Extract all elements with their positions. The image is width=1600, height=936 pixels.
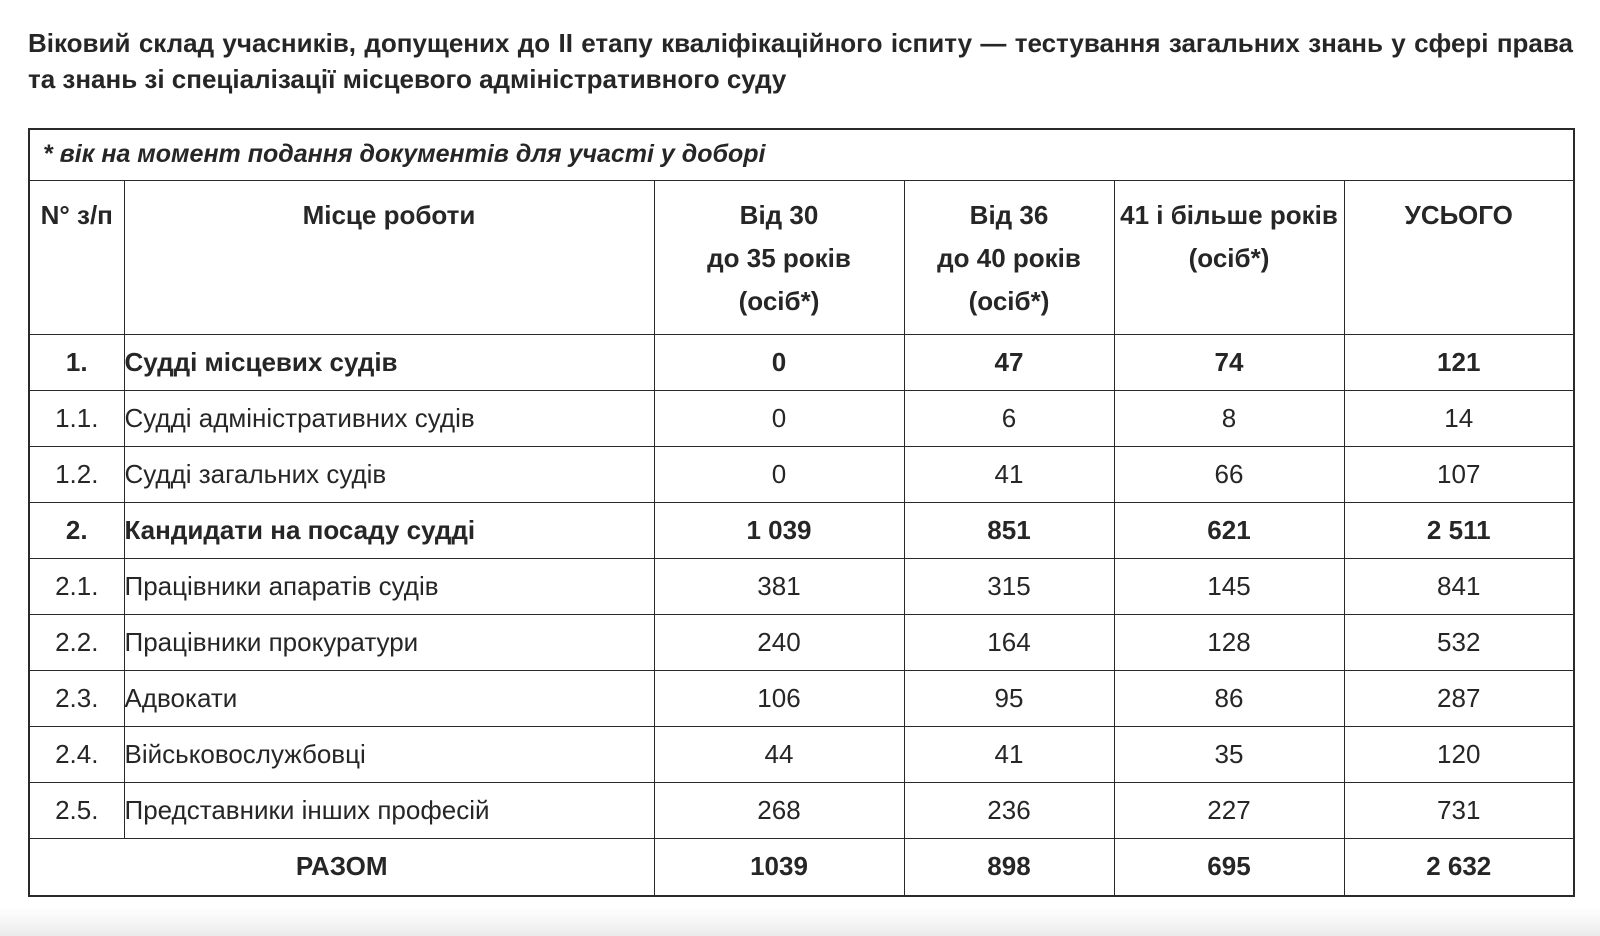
value-cell: 120	[1344, 726, 1574, 782]
workplace-cell: Працівники прокуратури	[124, 614, 654, 670]
value-cell: 106	[654, 670, 904, 726]
value-cell: 41	[904, 726, 1114, 782]
row-number-cell: 1.2.	[29, 446, 124, 502]
row-number-cell: 2.3.	[29, 670, 124, 726]
value-cell: 731	[1344, 782, 1574, 838]
value-cell: 851	[904, 502, 1114, 558]
table-row	[29, 502, 1574, 558]
workplace-cell: Адвокати	[124, 670, 654, 726]
header-workplace	[124, 180, 654, 334]
workplace-cell: Судді загальних судів	[124, 446, 654, 502]
total-value-cell: 2 632	[1344, 838, 1574, 896]
value-cell: 35	[1114, 726, 1344, 782]
table-row	[29, 726, 1574, 782]
value-cell: 128	[1114, 614, 1344, 670]
workplace-cell: Працівники апаратів судів	[124, 558, 654, 614]
value-cell: 145	[1114, 558, 1344, 614]
table-note: * вік на момент подання документів для участі у доборі	[29, 129, 1574, 181]
workplace-cell: Судді місцевих судів	[124, 334, 654, 390]
value-cell: 621	[1114, 502, 1344, 558]
table-header-row	[29, 180, 1574, 334]
row-number-cell: 2.	[29, 502, 124, 558]
value-cell: 0	[654, 390, 904, 446]
value-cell: 47	[904, 334, 1114, 390]
total-row	[29, 838, 1574, 896]
page-title: Віковий склад учасників, допущених до II етапу кваліфікаційного іспиту — тестування загальних знань у сфері права та знань зі спеціалізації місцевого адміністративного суду	[28, 28, 1573, 94]
table-row	[29, 670, 1574, 726]
value-cell: 236	[904, 782, 1114, 838]
header-num	[29, 180, 124, 334]
row-number-cell: 2.1.	[29, 558, 124, 614]
value-cell: 240	[654, 614, 904, 670]
workplace-cell: Кандидати на посаду судді	[124, 502, 654, 558]
header-age-30-35: Від 30 до 35 років (осіб*)	[654, 180, 904, 334]
row-number-cell: 1.	[29, 334, 124, 390]
value-cell: 8	[1114, 390, 1344, 446]
value-cell: 227	[1114, 782, 1344, 838]
value-cell: 268	[654, 782, 904, 838]
table-row	[29, 782, 1574, 838]
header-age-41-plus: 41 і більше років (осіб*)	[1114, 180, 1344, 334]
value-cell: 14	[1344, 390, 1574, 446]
table-row	[29, 558, 1574, 614]
table-row	[29, 614, 1574, 670]
row-number-cell: 2.2.	[29, 614, 124, 670]
value-cell: 1 039	[654, 502, 904, 558]
value-cell: 74	[1114, 334, 1344, 390]
value-cell: 315	[904, 558, 1114, 614]
total-value-cell: 695	[1114, 838, 1344, 896]
value-cell: 164	[904, 614, 1114, 670]
value-cell: 86	[1114, 670, 1344, 726]
total-value-cell: 1039	[654, 838, 904, 896]
row-number-cell: 2.5.	[29, 782, 124, 838]
total-label-cell: РАЗОМ	[29, 838, 654, 896]
table-row	[29, 334, 1574, 390]
table-row	[29, 446, 1574, 502]
value-cell: 107	[1344, 446, 1574, 502]
value-cell: 841	[1344, 558, 1574, 614]
header-workplace-label: Місце роботи	[302, 199, 476, 230]
workplace-cell: Судді адміністративних судів	[124, 390, 654, 446]
value-cell: 532	[1344, 614, 1574, 670]
workplace-cell: Військовослужбовці	[124, 726, 654, 782]
workplace-cell: Представники інших професій	[124, 782, 654, 838]
header-age-36-40: Від 36 до 40 років (осіб*)	[904, 180, 1114, 334]
value-cell: 44	[654, 726, 904, 782]
value-cell: 95	[904, 670, 1114, 726]
total-value-cell: 898	[904, 838, 1114, 896]
value-cell: 41	[904, 446, 1114, 502]
table-row	[29, 390, 1574, 446]
value-cell: 287	[1344, 670, 1574, 726]
value-cell: 0	[654, 334, 904, 390]
value-cell: 381	[654, 558, 904, 614]
value-cell: 0	[654, 446, 904, 502]
page-bottom-fade	[0, 908, 1600, 936]
value-cell: 6	[904, 390, 1114, 446]
table-note-row	[29, 129, 1574, 181]
header-total: УСЬОГО	[1344, 180, 1574, 334]
row-number-cell: 2.4.	[29, 726, 124, 782]
header-num-label: N° з/п	[40, 199, 113, 230]
value-cell: 66	[1114, 446, 1344, 502]
value-cell: 2 511	[1344, 502, 1574, 558]
age-composition-table	[28, 128, 1575, 897]
value-cell: 121	[1344, 334, 1574, 390]
row-number-cell: 1.1.	[29, 390, 124, 446]
